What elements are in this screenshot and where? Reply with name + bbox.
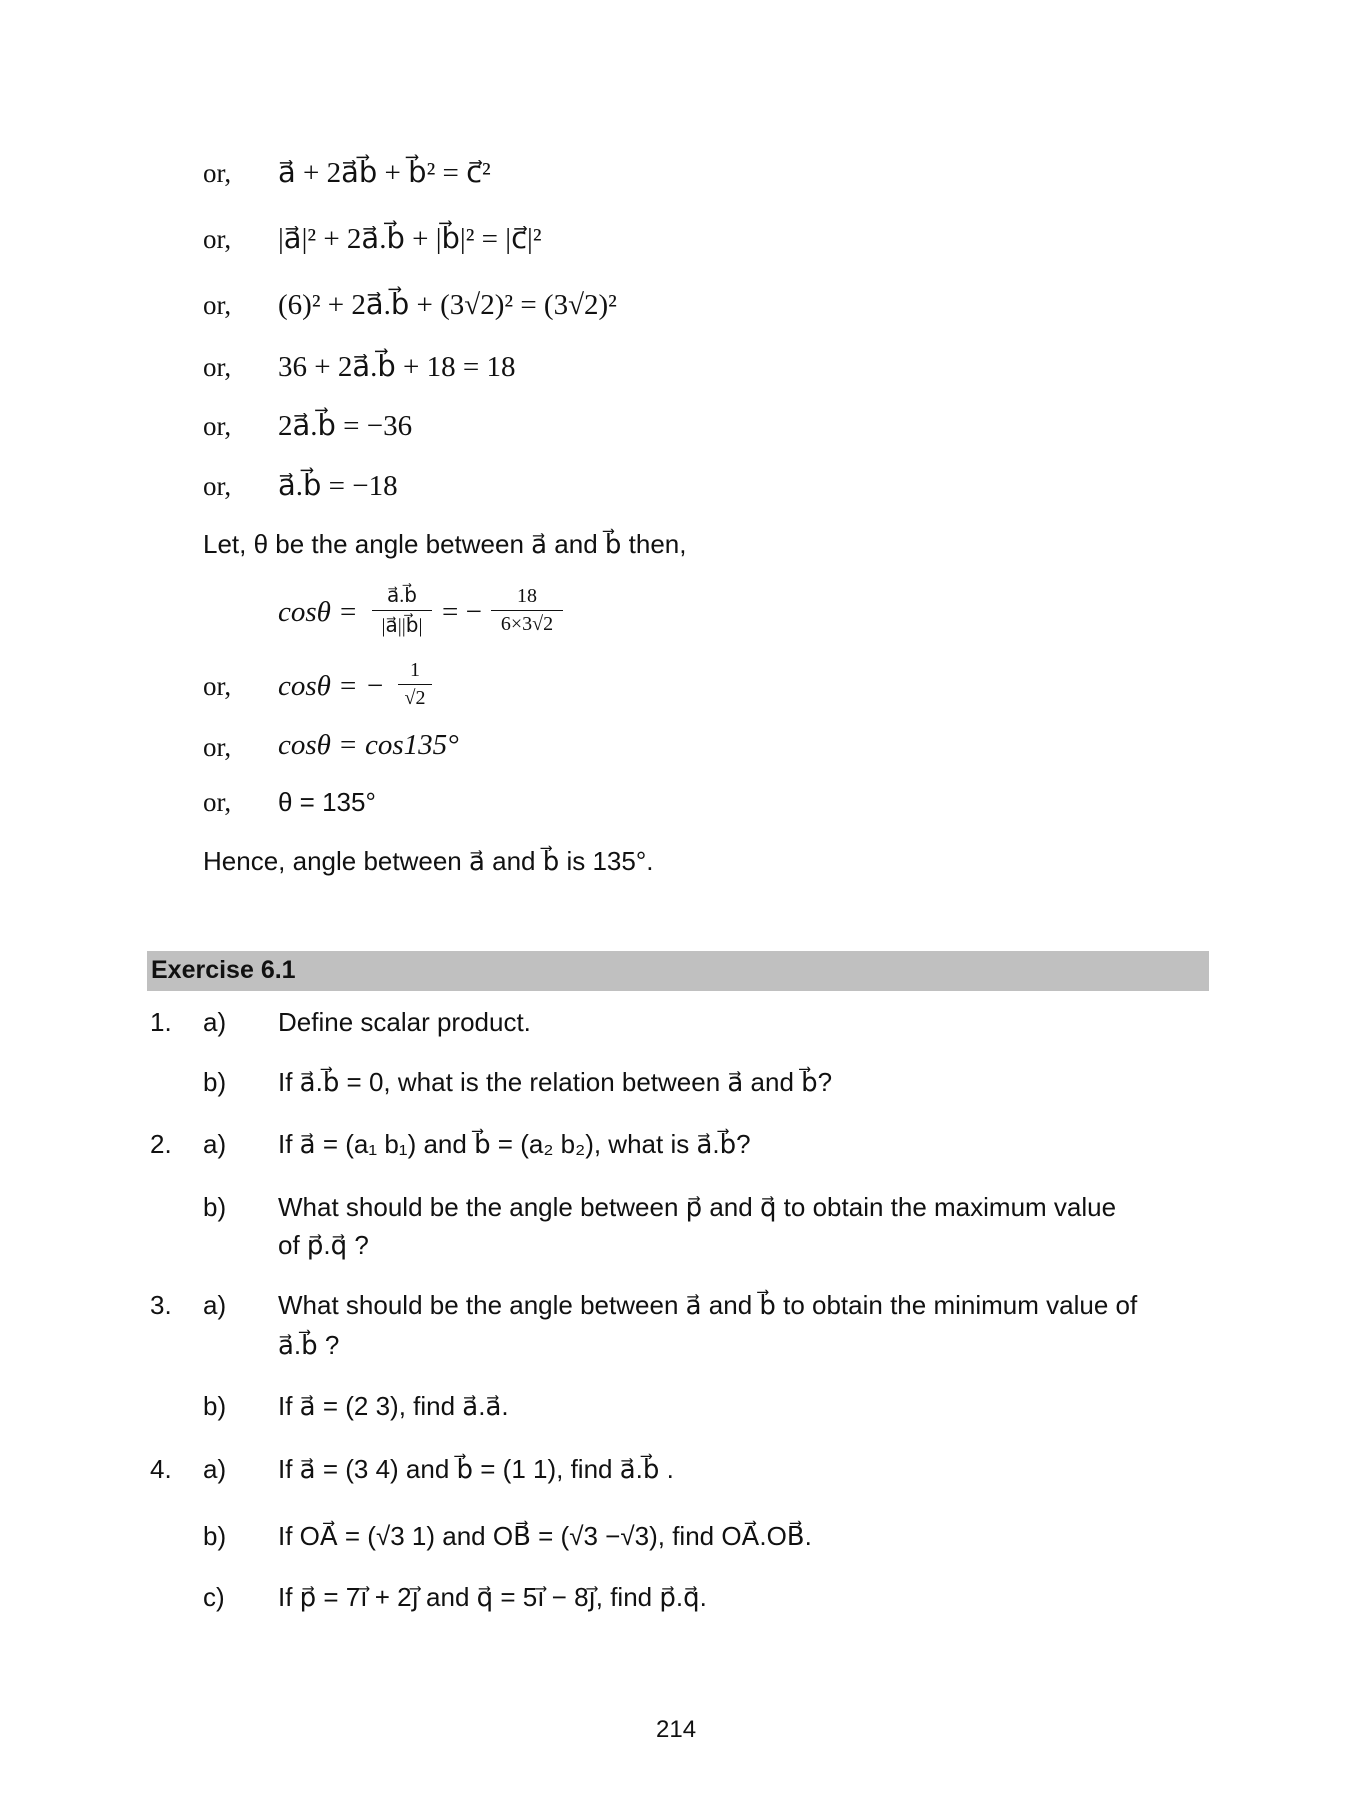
part-label: b): [203, 1521, 227, 1551]
fraction-ab-over-mod: [372, 583, 432, 638]
equation-line: 2a⃗.b⃗ = −36: [278, 410, 413, 442]
part-label: a): [203, 1129, 227, 1159]
part-label: c): [203, 1582, 225, 1612]
cos-theta-lhs: cosθ =: [278, 596, 358, 628]
question-text: If a⃗ = (2 3), find a⃗.a⃗.: [278, 1391, 509, 1421]
question-number: 2.: [150, 1129, 172, 1159]
cos-theta-line: cosθ = −: [278, 670, 385, 702]
fraction-denominator: √2: [404, 687, 426, 709]
fraction-1-over-root2: [398, 659, 432, 710]
equation-line: |a⃗|² + 2a⃗.b⃗ + |b⃗|² = |c⃗|²: [278, 223, 542, 255]
fraction-denominator: |a⃗||b⃗|: [381, 615, 423, 637]
fraction-numerator: a⃗.b⃗: [372, 583, 432, 611]
cos-135-line: cosθ = cos135°: [278, 729, 459, 761]
question-text: What should be the angle between a⃗ and b⃗ to obtain the minimum value of: [278, 1290, 1138, 1320]
question-text: Define scalar product.: [278, 1007, 531, 1037]
theta-result-line: θ = 135°: [278, 787, 376, 817]
question-text-continued: a⃗.b⃗ ?: [278, 1330, 340, 1360]
conclusion-text: Hence, angle between a⃗ and b⃗ is 135°.: [203, 846, 654, 876]
question-text: If p⃗ = 7i⃗ + 2j⃗ and q⃗ = 5i⃗ − 8j⃗, find p⃗.q⃗.: [278, 1582, 707, 1612]
question-text: If a⃗ = (a₁ b₁) and b⃗ = (a₂ b₂), what is a⃗.b⃗?: [278, 1129, 751, 1159]
or-label: or,: [203, 671, 232, 701]
or-label: or,: [203, 732, 232, 762]
part-label: a): [203, 1290, 227, 1320]
equation-line: 36 + 2a⃗.b⃗ + 18 = 18: [278, 351, 516, 383]
fraction-numerator: 1: [398, 659, 432, 685]
part-label: b): [203, 1067, 227, 1097]
part-label: a): [203, 1007, 227, 1037]
question-text: If OA⃗ = (√3 1) and OB⃗ = (√3 −√3), find OA⃗.OB⃗.: [278, 1521, 812, 1551]
question-number: 1.: [150, 1007, 172, 1037]
question-text: If a⃗.b⃗ = 0, what is the relation between a⃗ and b⃗?: [278, 1067, 833, 1097]
fraction-denominator: 6×3√2: [500, 613, 554, 635]
question-number: 3.: [150, 1290, 172, 1320]
question-number: 4.: [150, 1454, 172, 1484]
or-label: or,: [203, 471, 232, 501]
page-number: 214: [656, 1716, 697, 1743]
question-text: What should be the angle between p⃗ and q⃗ to obtain the maximum value: [278, 1192, 1117, 1222]
or-label: or,: [203, 158, 232, 188]
or-label: or,: [203, 787, 232, 817]
equation-line: (6)² + 2a⃗.b⃗ + (3√2)² = (3√2)²: [278, 289, 617, 321]
angle-intro-text: Let, θ be the angle between a⃗ and b⃗ then,: [203, 529, 687, 559]
or-label: or,: [203, 352, 232, 382]
or-label: or,: [203, 290, 232, 320]
fraction-18-over: [491, 585, 563, 636]
part-label: b): [203, 1391, 227, 1421]
question-text: If a⃗ = (3 4) and b⃗ = (1 1), find a⃗.b⃗ .: [278, 1454, 674, 1484]
equals-minus: = −: [442, 596, 482, 628]
or-label: or,: [203, 224, 232, 254]
question-text-continued: of p⃗.q⃗ ?: [278, 1230, 369, 1260]
fraction-numerator: 18: [491, 585, 563, 611]
exercise-header-bar: [147, 951, 1209, 991]
equation-line: a⃗ + 2a⃗b⃗ + b⃗² = c⃗²: [278, 157, 491, 189]
exercise-title: Exercise 6.1: [151, 956, 296, 984]
part-label: b): [203, 1192, 227, 1222]
or-label: or,: [203, 411, 232, 441]
part-label: a): [203, 1454, 227, 1484]
equation-line: a⃗.b⃗ = −18: [278, 470, 398, 502]
